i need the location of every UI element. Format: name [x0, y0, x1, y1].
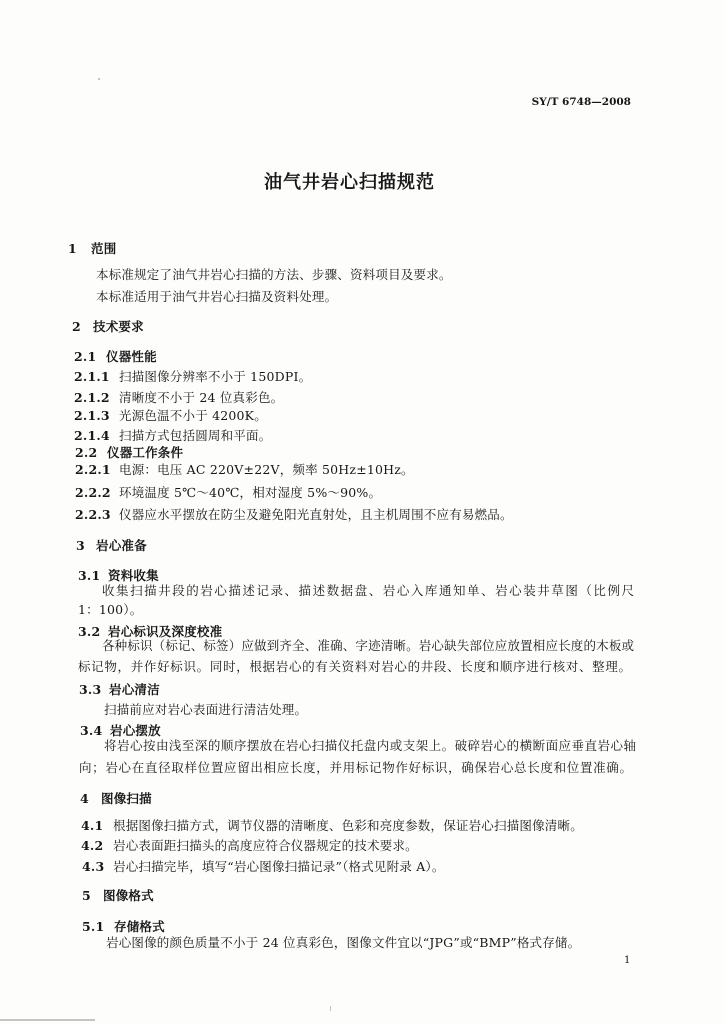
- clause-text: 清晰度不小于 24 位真彩色。: [119, 390, 284, 405]
- section-heading: 图像扫描: [101, 791, 152, 806]
- subsection-number: 3.4: [80, 723, 103, 738]
- section-number: 2: [72, 319, 81, 334]
- subsection-number: 3.1: [78, 568, 101, 583]
- section-heading: 范围: [91, 241, 117, 256]
- clause-text: 环境温度 5℃～40℃，相对湿度 5%～90%。: [119, 485, 382, 500]
- paragraph-line: 1：100）。: [78, 602, 143, 617]
- scan-artifact-dot: [98, 78, 100, 80]
- clause-number: 2.1.1: [74, 369, 110, 384]
- section-number: 3: [76, 538, 85, 553]
- paragraph-line: 扫描前应对岩心表面进行清洁处理。: [104, 702, 308, 717]
- clause-text: 根据图像扫描方式，调节仪器的清晰度、色彩和亮度参数，保证岩心扫描图像清晰。: [113, 818, 583, 833]
- paragraph-line: 各种标识（标记、标签）应做到齐全、准确、字迹清晰。岩心缺失部位应放置相应长度的木板或: [102, 638, 634, 653]
- clause-number: 4.1: [81, 818, 104, 833]
- scan-artifact-edge: [0, 1019, 95, 1021]
- subsection-number: 3.3: [79, 682, 102, 697]
- clause-number: 4.2: [81, 838, 104, 853]
- clause-text: 光源色温不小于 4200K。: [119, 408, 267, 423]
- subsection-number: 3.2: [78, 624, 101, 639]
- clause-text: 电源：电压 AC 220V±22V，频率 50Hz±10Hz。: [119, 462, 414, 477]
- clause-number: 2.2.2: [75, 485, 111, 500]
- document-title: 油气井岩心扫描规范: [264, 172, 435, 193]
- page-number: 1: [624, 955, 631, 966]
- paragraph-line: 标记物，并作好标识。同时，根据岩心的有关资料对岩心的井段、长度和顺序进行核对、整理。: [78, 659, 631, 674]
- paragraph-line: 向；岩心在直径取样位置应留出相应长度，并用标记物作好标识，确保岩心总长度和位置准确。: [79, 760, 632, 775]
- subsection-heading: 资料收集: [108, 568, 159, 583]
- section-number: 1: [68, 241, 77, 256]
- clause-number: 2.1.2: [74, 390, 110, 405]
- paragraph-line: 收集扫描井段的岩心描述记录、描述数据盘、岩心入库通知单、岩心装井草图（比例尺: [102, 583, 634, 598]
- paragraph-line: 岩心图像的颜色质量不小于 24 位真彩色，图像文件宜以“JPG”或“BMP”格式存储。: [106, 935, 581, 950]
- subsection-number: 5.1: [82, 919, 105, 934]
- subsection-heading: 仪器性能: [106, 349, 157, 364]
- standard-code: SY/T 6748—2008: [531, 96, 631, 108]
- clause-text: 扫描图像分辨率不小于 150DPI。: [119, 369, 312, 384]
- clause-text: 扫描方式包括圆周和平面。: [119, 428, 272, 443]
- clause-number: 2.2.3: [75, 507, 111, 522]
- section-heading: 图像格式: [103, 888, 154, 903]
- clause-text: 岩心扫描完毕，填写“岩心图像扫描记录”（格式见附录 A）。: [113, 859, 445, 874]
- section-heading: 技术要求: [93, 319, 144, 334]
- subsection-heading: 岩心标识及深度校准: [108, 624, 223, 639]
- clause-text: 仪器应水平摆放在防尘及避免阳光直射处，且主机周围不应有易燃品。: [119, 507, 513, 522]
- section-number: 4: [80, 791, 89, 806]
- clause-number: 4.3: [82, 859, 105, 874]
- subsection-heading: 仪器工作条件: [107, 445, 184, 460]
- clause-number: 2.1.4: [74, 428, 110, 443]
- paragraph-line: 本标准适用于油气井岩心扫描及资料处理。: [96, 289, 338, 304]
- paragraph-line: 本标准规定了油气井岩心扫描的方法、步骤、资料项目及要求。: [96, 267, 452, 282]
- subsection-number: 2.1: [74, 349, 97, 364]
- scan-artifact-mark: [330, 1006, 331, 1011]
- subsection-heading: 岩心摆放: [110, 723, 161, 738]
- clause-text: 岩心表面距扫描头的高度应符合仪器规定的技术要求。: [113, 838, 418, 853]
- subsection-heading: 存储格式: [114, 919, 165, 934]
- section-heading: 岩心准备: [96, 538, 147, 553]
- section-number: 5: [82, 888, 91, 903]
- clause-number: 2.2.1: [75, 462, 111, 477]
- subsection-number: 2.2: [75, 445, 98, 460]
- paragraph-line: 将岩心按由浅至深的顺序摆放在岩心扫描仪托盘内或支架上。破碎岩心的横断面应垂直岩心轴: [104, 738, 636, 753]
- clause-number: 2.1.3: [74, 408, 110, 423]
- subsection-heading: 岩心清洁: [109, 682, 160, 697]
